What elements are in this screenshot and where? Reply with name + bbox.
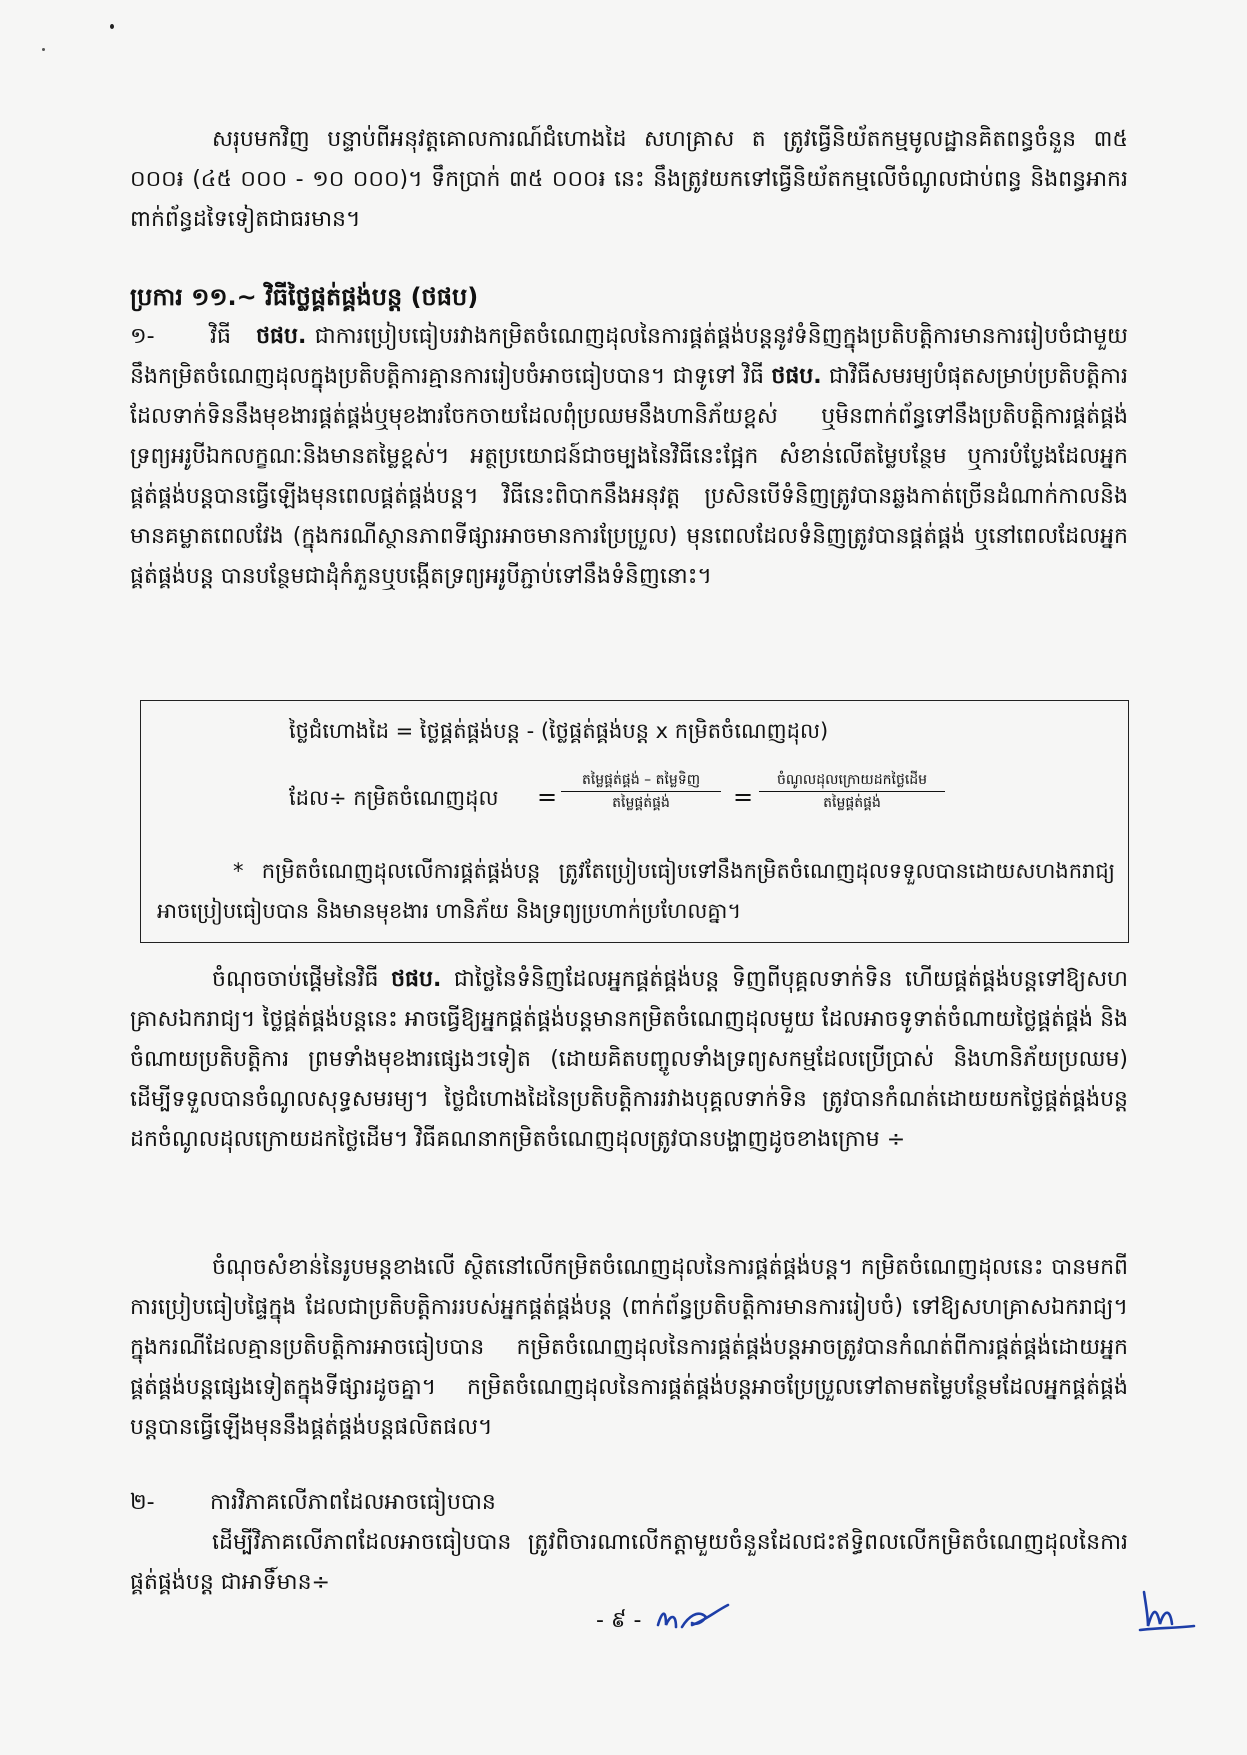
speck-mark [110, 24, 114, 29]
starting-point-paragraph [130, 960, 1128, 1160]
item-number: ២- [130, 1490, 155, 1515]
formula-label: ដែល÷ កម្រិតចំណេញដុល [289, 786, 499, 810]
fraction-numerator: តម្លៃផ្គត់ផ្គង់ – តម្លៃទិញ [561, 769, 721, 792]
formula-box [140, 700, 1129, 943]
text-run: ចំណុចចាប់ផ្តើមនៃវិធី [212, 967, 392, 992]
fraction-income [759, 769, 945, 814]
key-point-paragraph: ចំណុចសំខាន់នៃរូបមន្តខាងលើ ស្ថិតនៅលើកម្រិតចំណេញដុលនៃការផ្គត់ផ្គង់បន្ត។ កម្រិតចំណេញដុលនេះ បានមកពីការប្រៀបធៀបផ្ទៃក្នុង ដែលជាប្រតិបត្តិការរបស់អ្នកផ្គត់ផ្គង់បន្ត (ពាក់ព័ន្ធប្រតិបត្តិការមានការរៀបចំ) ទៅឱ្យសហគ្រាសឯករាជ្យ។ ក្នុងករណីដែលគ្មានប្រតិបត្តិការអាចធៀបបាន កម្រិតចំណេញដុលនៃការផ្គត់ផ្គង់បន្តអាចត្រូវបានកំណត់ពីការផ្គត់ផ្គង់ដោយអ្នកផ្គត់ផ្គង់បន្តផ្សេងទៀតក្នុងទីផ្សារដូចគ្នា។ កម្រិតចំណេញដុលនៃការផ្គត់ផ្គង់បន្តអាចប្រែប្រួលទៅតាមតម្លៃបន្ថែមដែលអ្នកផ្គត់ផ្គង់បន្តបានធ្វើឡើងមុននឹងផ្គត់ផ្គង់បន្តផលិតផល។ [130, 1255, 1128, 1440]
section-heading: ប្រការ ១១.~ វិធីថ្លៃផ្គត់ផ្គង់បន្ត (ថផប) [130, 283, 479, 311]
method-abbrev: ថផប. [391, 967, 442, 992]
comparability-paragraph: ដើម្បីវិភាគលើភាពដែលអាចធៀបបាន ត្រូវពិចារណាលើកត្តាមួយចំនួនដែលជះឥទ្ធិពលលើកម្រិតចំណេញដុលនៃការផ្គត់ផ្គង់បន្ត ជាអាទិ៍មាន÷ [130, 1530, 1128, 1595]
fraction-denominator: តម្លៃផ្គត់ផ្គង់ [823, 795, 881, 811]
equals-sign: = [537, 783, 558, 811]
fraction-numerator: ចំណូលដុលក្រោយដកថ្លៃដើម [759, 769, 945, 792]
initials-signature-1 [652, 1595, 732, 1639]
subsection-title: ការវិភាគលើភាពដែលអាចធៀបបាន [210, 1490, 496, 1515]
fraction-denominator: តម្លៃផ្គត់ផ្គង់ [612, 795, 670, 811]
fraction-margin [561, 769, 721, 814]
method-abbrev: ថផប. [771, 364, 822, 389]
page-number: - ៩ - [596, 1608, 642, 1633]
text-run: ជាវិធីសមរម្យបំផុតសម្រាប់ប្រតិបត្តិការដែលទាក់ទិននឹងមុខងារផ្គត់ផ្គង់ឬមុខងារចែកចាយដែលពុំប្រឈមនឹងហានិភ័យខ្ពស់ ឬមិនពាក់ព័ន្ធទៅនឹងប្រតិបត្តិការផ្គត់ផ្គង់ទ្រព្យអរូបីឯកលក្ខណៈនិងមានតម្លៃខ្ពស់។ អត្ថប្រយោជន៍ជាចម្បងនៃវិធីនេះផ្អែក សំខាន់លើតម្លៃបន្ថែម ឬការបំប្លែងដែលអ្នកផ្គត់ផ្គង់បន្តបានធ្វើឡើងមុនពេលផ្គត់ផ្គង់បន្ត។ វិធីនេះពិបាកនឹងអនុវត្ត ប្រសិនបើទំនិញត្រូវបានឆ្លងកាត់ច្រើនដំណាក់កាលនិងមានគម្លាតពេលវែង (ក្នុងករណីស្ថានភាពទីផ្សារអាចមានការប្រែប្រួល) មុនពេលដែលទំនិញត្រូវបានផ្គត់ផ្គង់ ឬនៅពេលដែលអ្នកផ្គត់ផ្គង់បន្ត បានបន្ថែមជាដុំកំភួនឬបង្កើតទ្រព្យអរូបីភ្ជាប់ទៅនឹងទំនិញនោះ។ [130, 364, 1128, 589]
equals-sign: = [733, 783, 754, 811]
method-definition-paragraph [130, 317, 1128, 597]
formula-line: ថ្លៃជំហោងដៃ = ថ្លៃផ្គត់ផ្គង់បន្ត - (ថ្លៃផ្គត់ផ្គង់បន្ត x កម្រិតចំណេញដុល) [289, 719, 829, 743]
subsection-heading [130, 1483, 1128, 1523]
text-run: វិធី [210, 324, 231, 349]
initials-signature-2 [1136, 1586, 1198, 1636]
formula-note: * កម្រិតចំណេញដុលលើការផ្គត់ផ្គង់បន្ត ត្រូវតែប្រៀបធៀបទៅនឹងកម្រិតចំណេញដុលទទួលបានដោយសហងករាជ្យអាចប្រៀបធៀបបាន និងមានមុខងារ ហានិភ័យ និងទ្រព្យប្រហាក់ប្រហែលគ្នា។ [157, 859, 1115, 923]
gross-margin-formula [289, 769, 1109, 829]
summary-paragraph: សរុបមកវិញ បន្ទាប់ពីអនុវត្តគោលការណ៍ជំហោងដៃ សហគ្រាស ត ត្រូវធ្វើនិយ័តកម្មមូលដ្ឋានគិតពន្ធចំនួន ៣៥ ០០០៛ (៤៥ ០០០ - ១០ ០០០)។ ទឹកប្រាក់ ៣៥ ០០០៛ នេះ នឹងត្រូវយកទៅធ្វើនិយ័តកម្មលើចំណូលជាប់ពន្ធ និងពន្ធអាករពាក់ព័ន្ធដទៃទៀតជាធរមាន។ [130, 127, 1128, 232]
item-number: ១- [130, 324, 155, 349]
speck-mark [42, 48, 45, 51]
text-run: ជាការប្រៀបធៀបរវាងកម្រិតចំណេញដុលនៃការផ្គត់ផ្គង់បន្តនូវទំនិញក្នុងប្រតិបត្តិការមានការរៀបចំជាមួយនឹងកម្រិតចំណេញដុលក្នុងប្រតិបត្តិការគ្មានការរៀបចំអាចធៀបបាន។ ជាទូទៅ វិធី [130, 324, 1128, 389]
text-run: ជាថ្លៃនៃទំនិញដែលអ្នកផ្គត់ផ្គង់បន្ត ទិញពីបុគ្គលទាក់ទិន ហើយផ្គត់ផ្គង់បន្តទៅឱ្យសហគ្រាសឯករាជ្យ។ ថ្លៃផ្គត់ផ្គង់បន្តនេះ អាចធ្វើឱ្យអ្នកផ្គត់ផ្គង់បន្តមានកម្រិតចំណេញដុលមួយ ដែលអាចទូទាត់ចំណាយថ្លៃផ្គត់ផ្គង់ និងចំណាយប្រតិបត្តិការ ព្រមទាំងមុខងារផ្សេងៗទៀត (ដោយគិតបញ្ចូលទាំងទ្រព្យសកម្មដែលប្រើប្រាស់ និងហានិភ័យប្រឈម) ដើម្បីទទួលបានចំណូលសុទ្ធសមរម្យ។ ថ្លៃជំហោងដៃនៃប្រតិបត្តិការរវាងបុគ្គលទាក់ទិន ត្រូវបានកំណត់ដោយយកថ្លៃផ្គត់ផ្គង់បន្តដកចំណូលដុលក្រោយដកថ្លៃដើម។ វិធីគណនាកម្រិតចំណេញដុលត្រូវបានបង្ហាញដូចខាងក្រោម ÷ [130, 967, 1128, 1152]
method-abbrev: ថផប. [256, 324, 307, 349]
